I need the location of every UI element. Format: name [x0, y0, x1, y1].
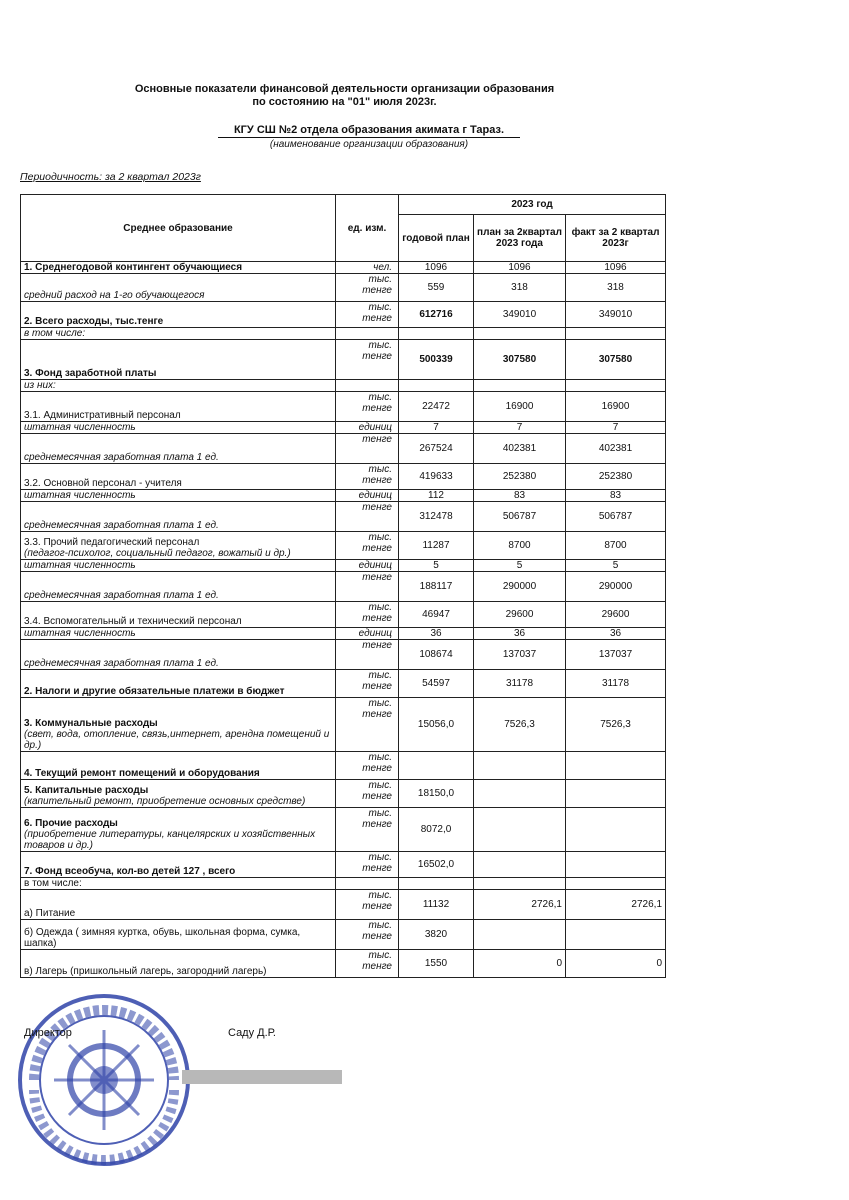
- row-label: [21, 340, 336, 380]
- row-label-text: 1. Среднегодовой контингент обучающиеся: [24, 262, 243, 273]
- row-fact-value: 31178: [566, 670, 666, 698]
- organization-note: (наименование организации образования): [269, 139, 469, 150]
- row-annual-value: 8072,0: [399, 808, 474, 852]
- row-fact-value: [566, 920, 666, 950]
- row-fact-value: [566, 380, 666, 392]
- table-row: [21, 434, 666, 464]
- row-fact-value: 7: [566, 422, 666, 434]
- row-label-text: 2. Всего расходы, тыс.тенге: [24, 316, 164, 327]
- row-unit: тенге: [336, 640, 399, 670]
- row-unit: тыс. тенге: [336, 340, 399, 380]
- row-fact-value: 83: [566, 490, 666, 502]
- row-unit: тенге: [336, 434, 399, 464]
- row-label: [21, 628, 336, 640]
- row-fact-value: 29600: [566, 602, 666, 628]
- col-year-header: 2023 год: [399, 195, 666, 215]
- row-unit: тыс. тенге: [336, 602, 399, 628]
- table-row: [21, 464, 666, 490]
- row-label: [21, 422, 336, 434]
- row-fact-value: [566, 328, 666, 340]
- row-annual-value: 312478: [399, 502, 474, 532]
- row-fact-value: 16900: [566, 392, 666, 422]
- row-plan-value: [474, 808, 566, 852]
- document-title: Основные показатели финансовой деятельности организации образования: [134, 83, 555, 95]
- row-label-text: средний расход на 1-го обучающегося: [24, 290, 205, 301]
- row-unit: единиц: [336, 628, 399, 640]
- row-unit: тыс. тенге: [336, 274, 399, 302]
- row-plan-value: 1096: [474, 262, 566, 274]
- row-label: [21, 302, 336, 328]
- col-unit-header: ед. изм.: [336, 195, 399, 262]
- table-row: [21, 698, 666, 752]
- row-annual-value: 11132: [399, 890, 474, 920]
- row-plan-value: 5: [474, 560, 566, 572]
- row-label-text: среднемесячная заработная плата 1 ед.: [24, 658, 219, 669]
- row-fact-value: [566, 808, 666, 852]
- row-annual-value: [399, 752, 474, 780]
- row-label-text: штатная численность: [24, 560, 136, 571]
- row-label: [21, 852, 336, 878]
- table-row: [21, 780, 666, 808]
- table-row: [21, 490, 666, 502]
- row-fact-value: 8700: [566, 532, 666, 560]
- row-plan-value: 7: [474, 422, 566, 434]
- financial-table: [20, 194, 666, 978]
- row-plan-value: [474, 328, 566, 340]
- table-row: [21, 752, 666, 780]
- row-plan-value: 2726,1: [474, 890, 566, 920]
- row-label: [21, 808, 336, 852]
- row-annual-value: 54597: [399, 670, 474, 698]
- row-annual-value: [399, 878, 474, 890]
- row-unit: тыс. тенге: [336, 852, 399, 878]
- row-fact-value: 2726,1: [566, 890, 666, 920]
- row-label-text: 3. Фонд заработной платы: [24, 368, 157, 379]
- row-label-text: 7. Фонд всеобуча, кол-во детей 127 , всего: [24, 866, 236, 877]
- row-plan-value: [474, 878, 566, 890]
- row-label-text: в том числе:: [24, 878, 82, 889]
- signature-name: Саду Д.Р.: [228, 1027, 276, 1039]
- row-plan-value: [474, 780, 566, 808]
- col-plan-header: план за 2квартал 2023 года: [474, 215, 566, 262]
- row-label-text: 3.4. Вспомогательный и технический персонал: [24, 616, 242, 627]
- row-annual-value: 46947: [399, 602, 474, 628]
- table-row: [21, 950, 666, 978]
- table-row: [21, 262, 666, 274]
- row-label-note: (педагог-психолог, социальный педагог, вожатый и др.): [24, 548, 291, 559]
- row-annual-value: 7: [399, 422, 474, 434]
- row-annual-value: 11287: [399, 532, 474, 560]
- row-label: [21, 920, 336, 950]
- row-label-text: 2. Налоги и другие обязательные платежи в бюджет: [24, 686, 285, 697]
- row-plan-value: 252380: [474, 464, 566, 490]
- col-fact-header: факт за 2 квартал 2023г: [566, 215, 666, 262]
- row-unit: тыс. тенге: [336, 780, 399, 808]
- row-fact-value: 349010: [566, 302, 666, 328]
- row-plan-value: 83: [474, 490, 566, 502]
- row-annual-value: [399, 328, 474, 340]
- row-annual-value: 1096: [399, 262, 474, 274]
- row-fact-value: 506787: [566, 502, 666, 532]
- row-label-text: 3.3. Прочий педагогический персонал: [24, 537, 200, 548]
- row-annual-value: 18150,0: [399, 780, 474, 808]
- row-plan-value: 0: [474, 950, 566, 978]
- row-plan-value: 506787: [474, 502, 566, 532]
- row-label-text: среднемесячная заработная плата 1 ед.: [24, 520, 219, 531]
- table-row: [21, 890, 666, 920]
- row-label: [21, 560, 336, 572]
- row-label-note: (приобретение литературы, канцелярских и хозяйственных товаров и др.): [24, 829, 316, 851]
- row-plan-value: 290000: [474, 572, 566, 602]
- table-row: [21, 670, 666, 698]
- row-fact-value: 137037: [566, 640, 666, 670]
- row-label: [21, 392, 336, 422]
- table-row: [21, 628, 666, 640]
- row-label: [21, 890, 336, 920]
- row-plan-value: [474, 752, 566, 780]
- row-unit: тыс. тенге: [336, 670, 399, 698]
- row-label: [21, 640, 336, 670]
- row-label-text: среднемесячная заработная плата 1 ед.: [24, 452, 219, 463]
- row-unit: тыс. тенге: [336, 392, 399, 422]
- row-plan-value: [474, 852, 566, 878]
- row-label: [21, 670, 336, 698]
- row-label-note: (капительный ремонт, приобретение основных средстве): [24, 796, 306, 807]
- row-label: [21, 434, 336, 464]
- row-label: [21, 950, 336, 978]
- row-fact-value: 36: [566, 628, 666, 640]
- row-label-text: б) Одежда ( зимняя куртка, обувь, школьная форма, сумка, шапка): [24, 927, 301, 949]
- row-annual-value: 559: [399, 274, 474, 302]
- table-row: [21, 602, 666, 628]
- row-unit: тыс. тенге: [336, 920, 399, 950]
- row-annual-value: 108674: [399, 640, 474, 670]
- row-plan-value: [474, 920, 566, 950]
- row-annual-value: 419633: [399, 464, 474, 490]
- row-label: [21, 380, 336, 392]
- row-label: [21, 274, 336, 302]
- row-annual-value: 267524: [399, 434, 474, 464]
- row-plan-value: 7526,3: [474, 698, 566, 752]
- row-fact-value: 252380: [566, 464, 666, 490]
- row-fact-value: 7526,3: [566, 698, 666, 752]
- row-unit: тенге: [336, 502, 399, 532]
- row-label-text: 3. Коммунальные расходы: [24, 718, 158, 729]
- table-row: [21, 532, 666, 560]
- col-title-header: Среднее образование: [21, 195, 336, 262]
- row-label-text: 3.1. Административный персонал: [24, 410, 181, 421]
- row-unit: [336, 328, 399, 340]
- row-unit: [336, 380, 399, 392]
- row-annual-value: 5: [399, 560, 474, 572]
- row-unit: [336, 878, 399, 890]
- row-unit: единиц: [336, 422, 399, 434]
- row-label-text: а) Питание: [24, 908, 76, 919]
- row-plan-value: 137037: [474, 640, 566, 670]
- organization-name: КГУ СШ №2 отдела образования акимата г Тараз.: [218, 124, 520, 138]
- row-label-text: в) Лагерь (пришкольный лагерь, загородний лагерь): [24, 966, 267, 977]
- row-fact-value: 0: [566, 950, 666, 978]
- row-label: [21, 532, 336, 560]
- row-label: [21, 572, 336, 602]
- row-annual-value: 22472: [399, 392, 474, 422]
- row-annual-value: 112: [399, 490, 474, 502]
- table-row: [21, 808, 666, 852]
- row-fact-value: 5: [566, 560, 666, 572]
- row-annual-value: [399, 380, 474, 392]
- table-row: [21, 572, 666, 602]
- row-label-text: из них:: [24, 380, 56, 391]
- row-plan-value: 307580: [474, 340, 566, 380]
- row-plan-value: 29600: [474, 602, 566, 628]
- row-label: [21, 698, 336, 752]
- row-label: [21, 752, 336, 780]
- row-annual-value: 612716: [399, 302, 474, 328]
- col-annual-header: годовой план: [399, 215, 474, 262]
- row-annual-value: 1550: [399, 950, 474, 978]
- row-label: [21, 502, 336, 532]
- row-unit: тыс. тенге: [336, 698, 399, 752]
- row-unit: чел.: [336, 262, 399, 274]
- table-row: [21, 422, 666, 434]
- signature-role: Директор: [24, 1027, 72, 1039]
- row-plan-value: 16900: [474, 392, 566, 422]
- table-body: [21, 262, 666, 978]
- row-annual-value: 500339: [399, 340, 474, 380]
- row-label: [21, 878, 336, 890]
- table-row: [21, 392, 666, 422]
- row-unit: тыс. тенге: [336, 808, 399, 852]
- row-plan-value: 8700: [474, 532, 566, 560]
- table-row: [21, 380, 666, 392]
- row-label: [21, 262, 336, 274]
- periodicity: Периодичность: за 2 квартал 2023г: [20, 171, 201, 183]
- row-unit: тыс. тенге: [336, 532, 399, 560]
- table-row: [21, 302, 666, 328]
- row-label: [21, 780, 336, 808]
- row-annual-value: 188117: [399, 572, 474, 602]
- table-row: [21, 878, 666, 890]
- row-label-text: 3.2. Основной персонал - учителя: [24, 478, 182, 489]
- row-unit: единиц: [336, 490, 399, 502]
- row-unit: тыс. тенге: [336, 752, 399, 780]
- row-unit: единиц: [336, 560, 399, 572]
- table-row: [21, 640, 666, 670]
- row-label-text: 4. Текущий ремонт помещений и оборудования: [24, 768, 260, 779]
- row-label-note: (свет, вода, отопление, связь,интернет, арендна помещений и др.): [24, 729, 330, 751]
- row-label-text: штатная численность: [24, 422, 136, 433]
- table-row: [21, 340, 666, 380]
- row-unit: тенге: [336, 572, 399, 602]
- row-unit: тыс. тенге: [336, 950, 399, 978]
- table-row: [21, 328, 666, 340]
- row-annual-value: 16502,0: [399, 852, 474, 878]
- row-fact-value: [566, 752, 666, 780]
- row-plan-value: 318: [474, 274, 566, 302]
- row-label: [21, 464, 336, 490]
- row-label-text: среднемесячная заработная плата 1 ед.: [24, 590, 219, 601]
- row-plan-value: 31178: [474, 670, 566, 698]
- row-annual-value: 3820: [399, 920, 474, 950]
- official-stamp: [14, 990, 194, 1170]
- row-unit: тыс. тенге: [336, 464, 399, 490]
- row-label: [21, 328, 336, 340]
- row-fact-value: 318: [566, 274, 666, 302]
- row-fact-value: 1096: [566, 262, 666, 274]
- row-label: [21, 490, 336, 502]
- row-label-text: 5. Капитальные расходы: [24, 785, 149, 796]
- row-label-text: 6. Прочие расходы: [24, 818, 118, 829]
- table-row: [21, 502, 666, 532]
- table-row: [21, 920, 666, 950]
- redacted-area: [182, 1070, 342, 1084]
- row-annual-value: 36: [399, 628, 474, 640]
- row-fact-value: 290000: [566, 572, 666, 602]
- row-fact-value: 402381: [566, 434, 666, 464]
- row-fact-value: [566, 780, 666, 808]
- table-row: [21, 274, 666, 302]
- row-plan-value: 402381: [474, 434, 566, 464]
- document-date: по состоянию на "01" июля 2023г.: [252, 96, 437, 108]
- row-label-text: в том числе:: [24, 328, 86, 339]
- row-label-text: штатная численность: [24, 628, 136, 639]
- row-fact-value: [566, 878, 666, 890]
- table-row: [21, 852, 666, 878]
- row-fact-value: [566, 852, 666, 878]
- row-label: [21, 602, 336, 628]
- row-annual-value: 15056,0: [399, 698, 474, 752]
- row-plan-value: 36: [474, 628, 566, 640]
- row-fact-value: 307580: [566, 340, 666, 380]
- row-unit: тыс. тенге: [336, 890, 399, 920]
- row-label-text: штатная численность: [24, 490, 136, 501]
- row-plan-value: 349010: [474, 302, 566, 328]
- row-unit: тыс. тенге: [336, 302, 399, 328]
- table-row: [21, 560, 666, 572]
- row-plan-value: [474, 380, 566, 392]
